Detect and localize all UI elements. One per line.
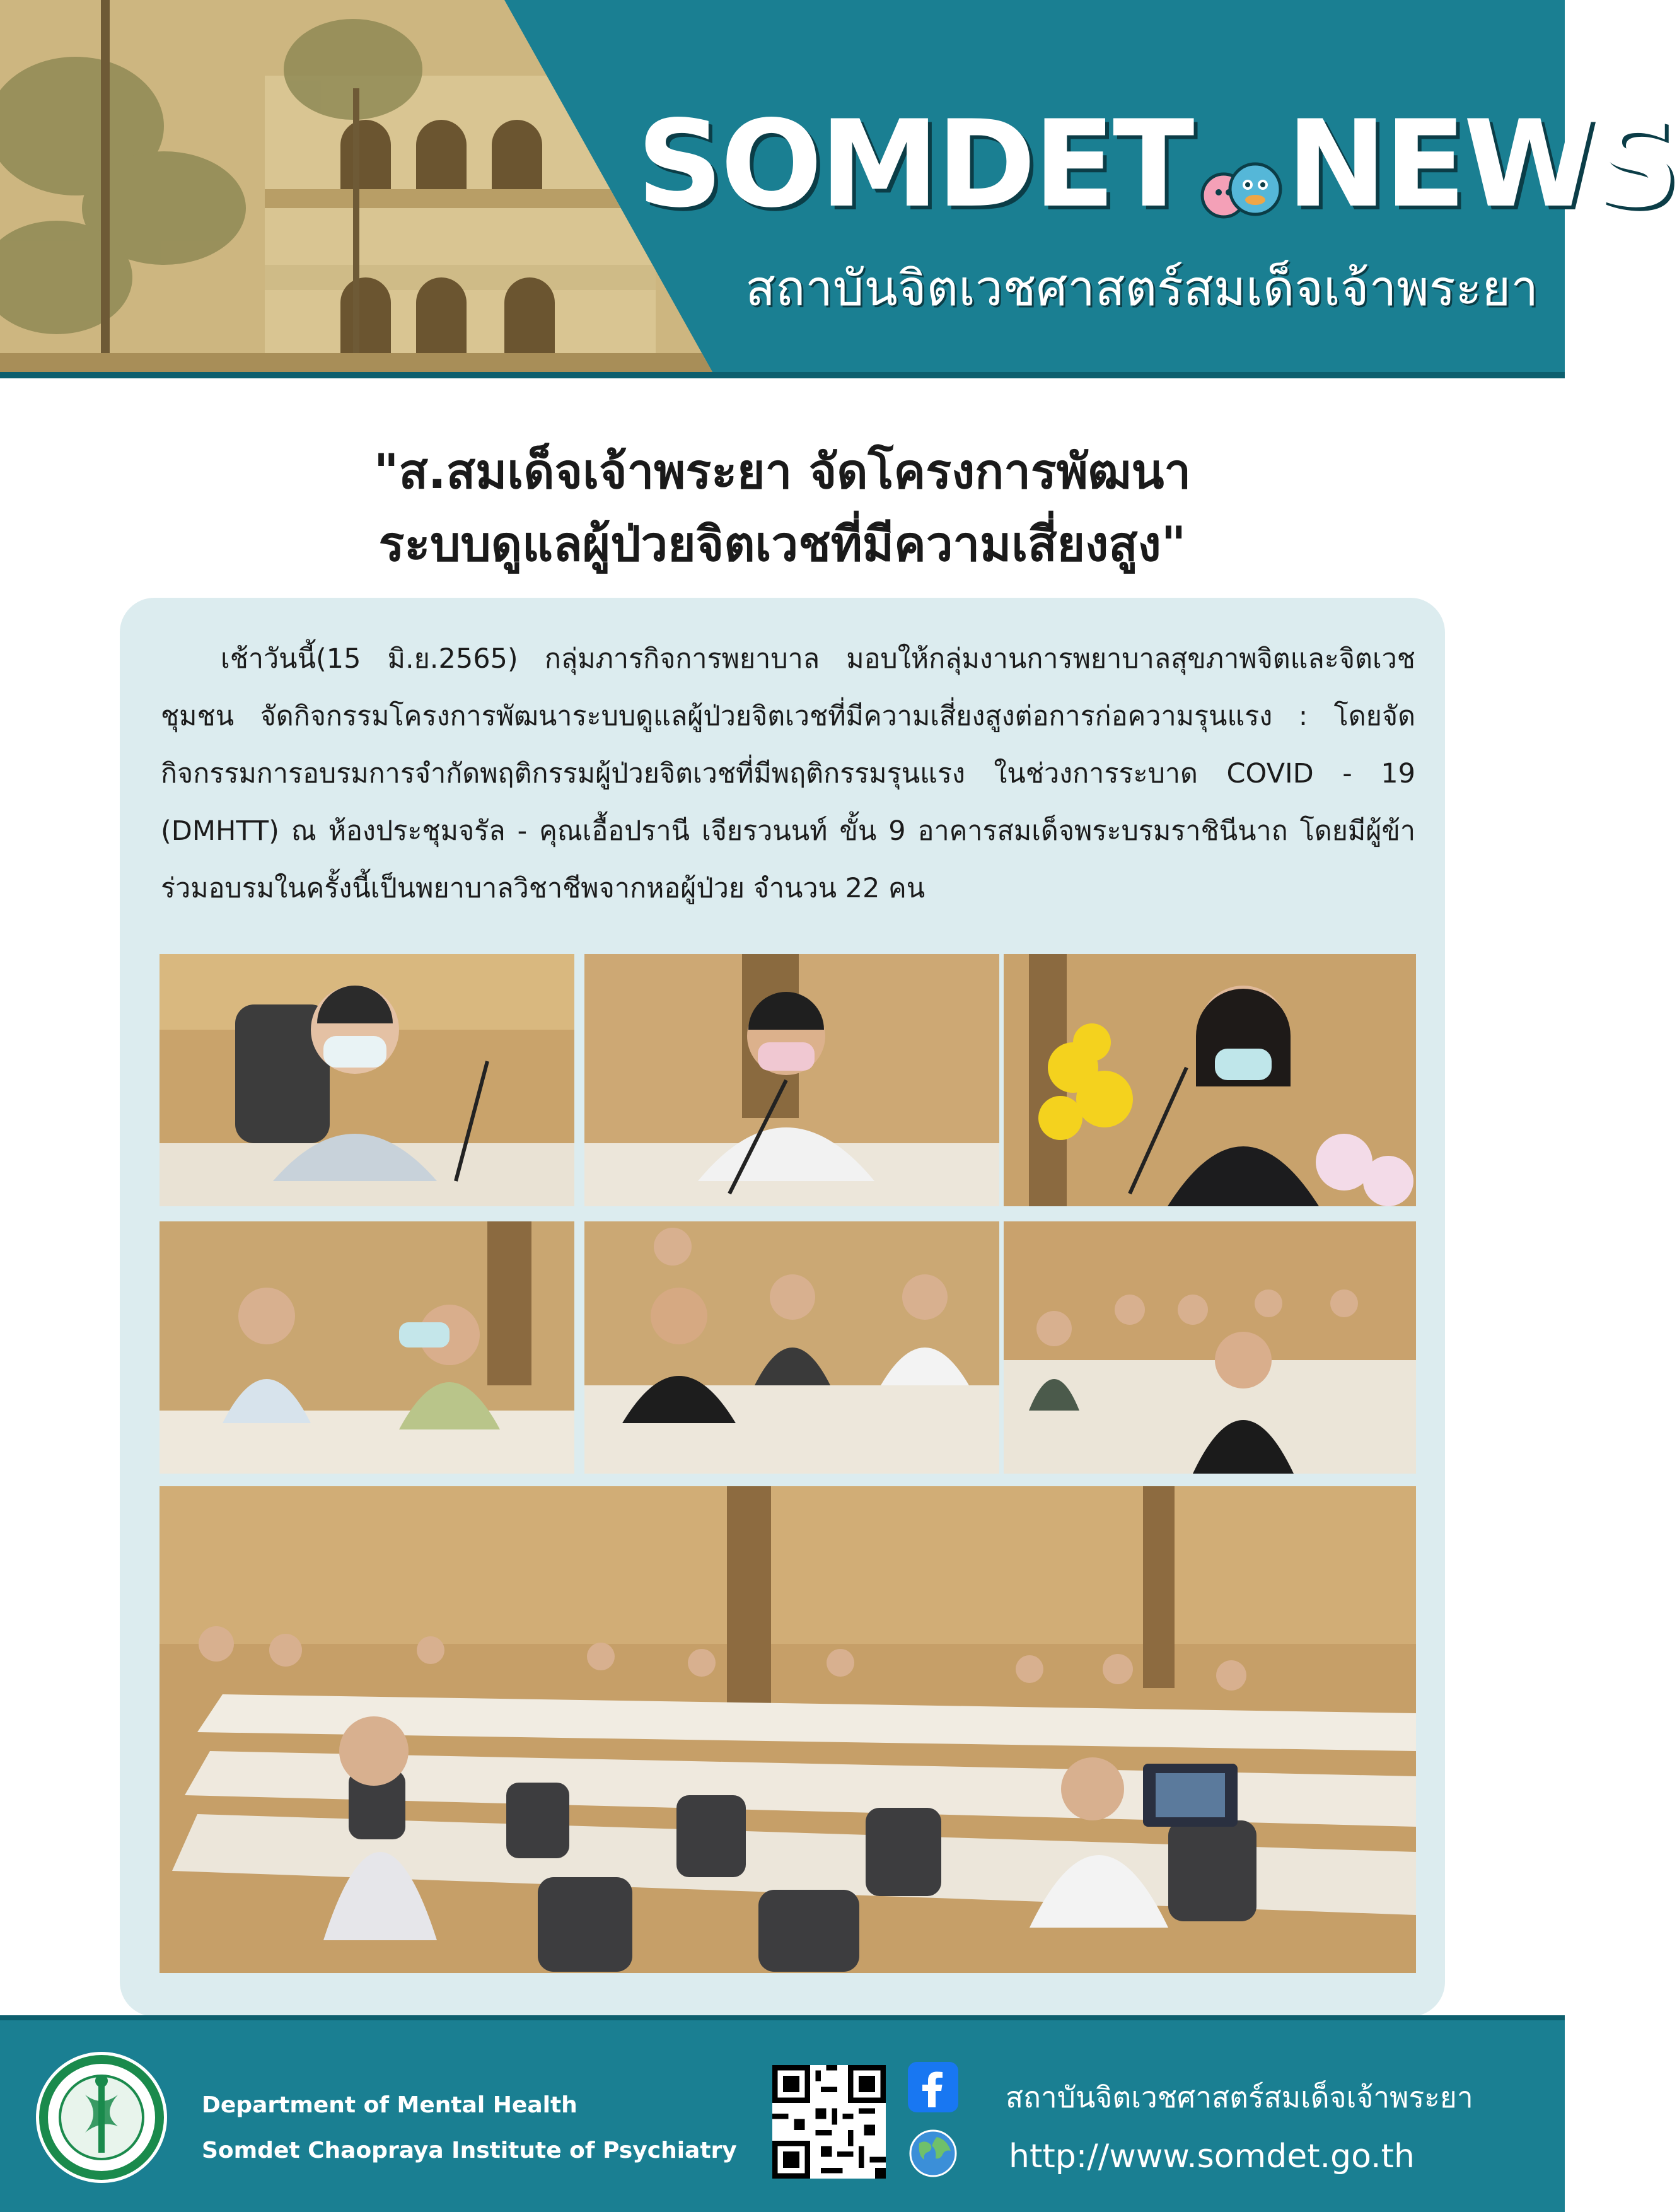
article-paragraph: เช้าวันนี้(15 มิ.ย.2565) กลุ่มภารกิจการพยาบาล มอบให้กลุ่มงานการพยาบาลสุขภาพจิตและจิตเวชชุมชน จัดกิจกรรมโครงการพัฒนาระบบดูแลผู้ป่วยจิตเวชที่มีความเสี่ยงสูงต่อการก่อความรุนแรง : โดยจัดกิจกรรมการอบรมการจำกัดพฤติกรรมผู้ป่วยจิตเวชที่มีพฤติกรรมรุนแรง ในช่วงการระบาด COVID - 19 (DMHTT) ณ ห้องประชุมจรัล - คุณเอื้อปรานี เจียรวนนท์ ขั้น 9 อาคารสมเด็จพระบรมราชินีนาถ โดยมีผู้ข้าร่วมอบรมในครั้งนี้เป็นพยาบาลวิชาชีพจากหอผู้ป่วย จำนวน 22 คน [161, 643, 1415, 904]
moph-seal-icon [35, 2051, 168, 2184]
photo-participants-1 [160, 1221, 574, 1474]
article-body [161, 631, 1415, 917]
photo-speaker-podium [1004, 954, 1416, 1206]
masthead-part1: SOMDET [637, 95, 1192, 234]
photo-speaker-2 [584, 954, 999, 1206]
facebook-icon[interactable] [908, 2062, 958, 2112]
header-institute-name: สถาบันจิตเวชศาสตร์สมเด็จเจ้าพระยา [745, 260, 1538, 317]
masthead-title [637, 95, 1677, 234]
header-banner [0, 0, 1677, 378]
header-underline [0, 372, 1565, 378]
mascot-icon [1192, 125, 1287, 220]
headline-line-2: ระบบดูแลผู้ป่วยจิตเวชที่มีความเสี่ยงสูง" [378, 516, 1187, 572]
footer-institute-en: Somdet Chaopraya Institute of Psychiatry [202, 2138, 737, 2163]
footer-institute-th: สถาบันจิตเวชศาสตร์สมเด็จเจ้าพระยา [1006, 2080, 1473, 2114]
photo-meeting-room-wide [160, 1486, 1416, 1973]
photo-participants-2 [584, 1221, 999, 1474]
qr-code[interactable] [772, 2065, 886, 2179]
photo-speaker-1 [160, 954, 574, 1206]
masthead-part2: NEWS [1286, 95, 1677, 234]
footer-website-link[interactable]: http://www.somdet.go.th [1009, 2138, 1415, 2175]
globe-icon[interactable] [908, 2128, 958, 2179]
footer-department-en: Department of Mental Health [202, 2092, 577, 2118]
news-headline [126, 435, 1439, 580]
footer-topline [0, 2015, 1565, 2020]
headline-line-1: "ส.สมเด็จเจ้าพระยา จัดโครงการพัฒนา [373, 443, 1192, 499]
photo-participants-3 [1004, 1221, 1416, 1474]
